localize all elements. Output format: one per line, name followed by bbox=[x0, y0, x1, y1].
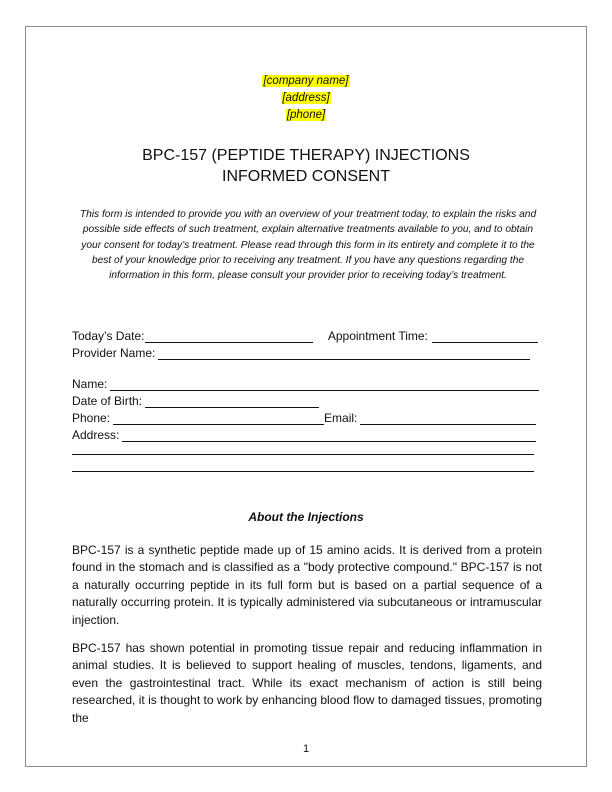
page-number: 1 bbox=[302, 743, 310, 755]
address-placeholder: [address] bbox=[282, 92, 330, 104]
phone-field[interactable] bbox=[113, 413, 324, 425]
about-injections-heading: About the Injections bbox=[248, 510, 364, 524]
document-page bbox=[25, 26, 587, 767]
email-label: Email: bbox=[324, 411, 358, 425]
provider-name-label: Provider Name: bbox=[72, 346, 156, 360]
email-field[interactable] bbox=[360, 413, 536, 425]
phone-placeholder: [phone] bbox=[286, 109, 326, 121]
todays-date-field[interactable] bbox=[145, 331, 313, 343]
address-line-2[interactable] bbox=[72, 454, 534, 455]
about-paragraph-1: BPC-157 is a synthetic peptide made up of 15 amino acids. It is derived from a protein found in the stomach and is classified as a "body protective compound." BPC-157 is not a naturally occurring peptide in its full form but is based on a partial sequence of a naturally occurring protein. It is typically administered via subcutaneous or intramuscular injection. bbox=[72, 543, 542, 627]
appointment-time-field[interactable] bbox=[432, 331, 538, 343]
company-name-placeholder: [company name] bbox=[263, 75, 349, 87]
dob-field[interactable] bbox=[145, 396, 319, 408]
title-line-2: INFORMED CONSENT bbox=[222, 168, 390, 185]
address-label: Address: bbox=[72, 428, 120, 442]
document-title bbox=[26, 145, 586, 187]
address-field[interactable] bbox=[122, 430, 536, 442]
intro-paragraph: This form is intended to provide you with an overview of your treatment today, to explain the risks and possible side effects of such treatment, explain alternative treatments available to you, and to obtain your consent for today’s treatment. Please read through this form in its entirety and complete it to the best of your knowledge prior to receiving any treatment. If you have any questions regarding the information in this form, please consult your provider prior to receiving today’s treatment. bbox=[79, 209, 537, 282]
provider-name-field[interactable] bbox=[158, 348, 530, 360]
name-label: Name: bbox=[72, 377, 108, 391]
dob-label: Date of Birth: bbox=[72, 394, 143, 408]
phone-label: Phone: bbox=[72, 411, 111, 425]
appointment-time-label: Appointment Time: bbox=[327, 329, 428, 343]
name-field[interactable] bbox=[110, 379, 539, 391]
todays-date-label: Today’s Date: bbox=[72, 329, 145, 343]
company-header bbox=[26, 73, 586, 124]
address-line-3[interactable] bbox=[72, 471, 534, 472]
title-line-1: BPC-157 (PEPTIDE THERAPY) INJECTIONS bbox=[142, 147, 470, 164]
about-paragraph-2: BPC-157 has shown potential in promoting tissue repair and reducing inflammation in animal studies. It is believed to support healing of muscles, tendons, ligaments, and even the gastrointestinal tract. While its exact mechanism of action is still being researched, it is thought to work by enhancing blood flow to damaged tissues, promoting the bbox=[72, 641, 542, 725]
